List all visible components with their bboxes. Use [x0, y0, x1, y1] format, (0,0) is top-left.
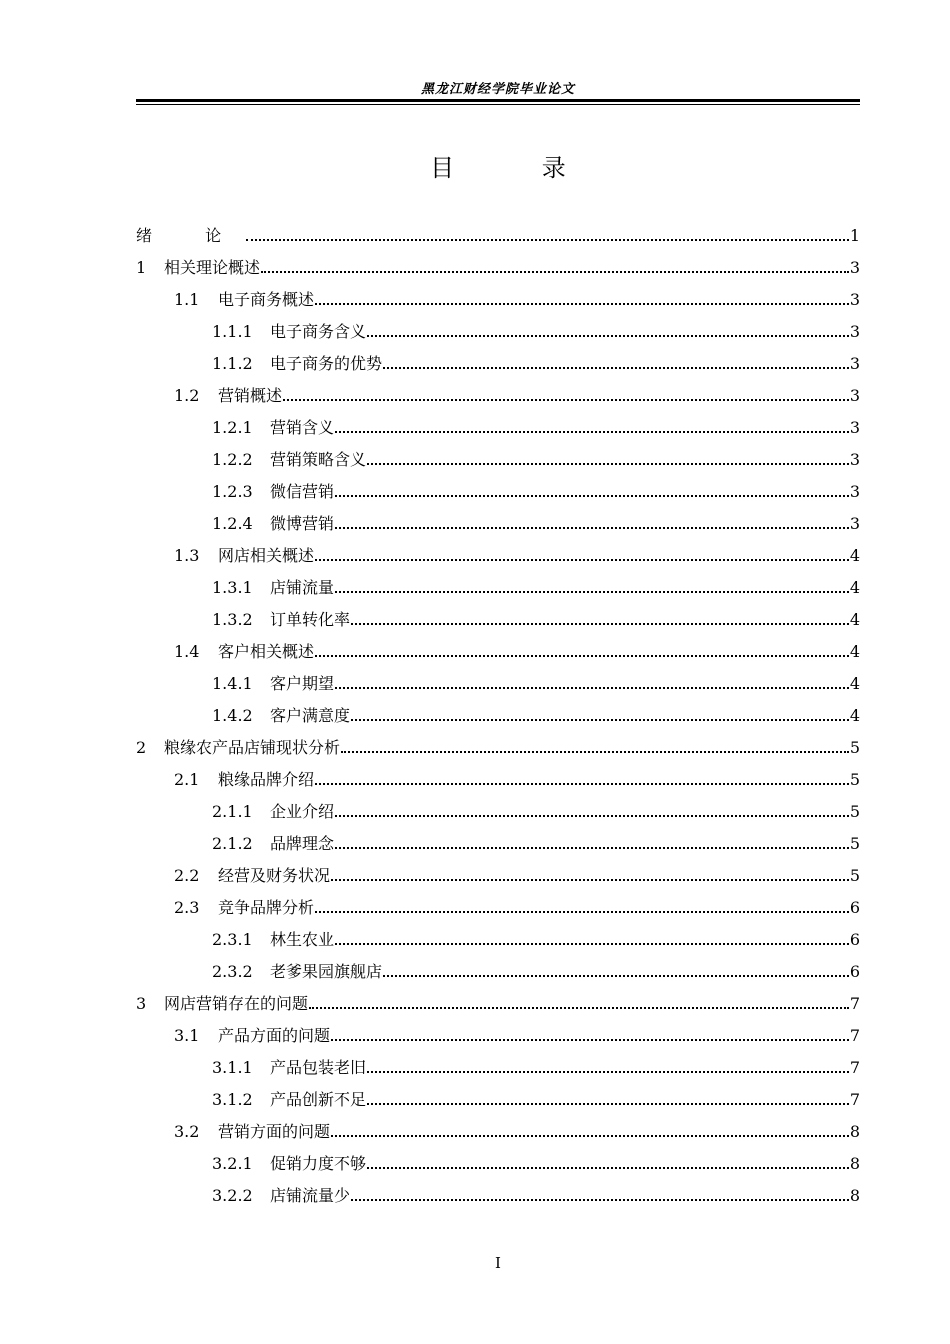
toc-entry-title: 网店营销存在的问题 [164, 994, 309, 1013]
toc-entry-title: 产品创新不足 [270, 1090, 367, 1109]
toc-dot-leader [367, 1071, 849, 1073]
toc-entry[interactable] [136, 790, 860, 822]
toc-entry[interactable] [136, 566, 860, 598]
toc-dot-leader [331, 1039, 849, 1041]
toc-dot-leader [283, 399, 849, 401]
toc-entry-number: 3.1 [174, 1026, 200, 1045]
toc-entry[interactable] [136, 950, 860, 982]
toc-entry-title: 产品包装老旧 [270, 1058, 367, 1077]
toc-entry-page: 8 [849, 1154, 860, 1173]
toc-dot-leader [367, 463, 849, 465]
toc-entry-title: 产品方面的问题 [218, 1026, 331, 1045]
toc-title: 目 录 [430, 154, 606, 182]
toc-entry-page: 6 [849, 930, 860, 949]
toc-dot-leader [315, 783, 849, 785]
toc-entry[interactable] [136, 662, 860, 694]
toc-entry[interactable] [136, 374, 860, 406]
toc-dot-leader [335, 591, 849, 593]
toc-entry-number: 2 [136, 738, 147, 757]
toc-entry-page: 5 [849, 802, 860, 821]
toc-entry-page: 7 [849, 994, 860, 1013]
toc-dot-leader [367, 1103, 849, 1105]
toc-entry-number: 1 [136, 258, 147, 277]
toc-dot-leader [315, 303, 849, 305]
toc-entry-title: 粮缘品牌介绍 [218, 770, 315, 789]
toc-entry[interactable] [136, 342, 860, 374]
toc-dot-leader [315, 655, 849, 657]
toc-dot-leader [383, 367, 849, 369]
toc-entry[interactable] [136, 310, 860, 342]
toc-dot-leader [335, 431, 849, 433]
header-rule-thin [136, 104, 860, 105]
toc-entry-title: 微信营销 [270, 482, 335, 501]
toc-entry-title: 店铺流量少 [270, 1186, 351, 1205]
toc-entry-number: 1.2.3 [212, 482, 253, 501]
toc-dot-leader [335, 815, 849, 817]
toc-entry-number: 1.2.4 [212, 514, 253, 533]
toc-entry-title: 竞争品牌分析 [218, 898, 315, 917]
toc-entry-page: 4 [849, 706, 860, 725]
toc-dot-leader [335, 847, 849, 849]
toc-dot-leader [309, 1007, 849, 1009]
toc-entry-page: 6 [849, 898, 860, 917]
toc-entry-page: 3 [849, 418, 860, 437]
toc-entry-number: 1.3 [174, 546, 200, 565]
toc-dot-leader [261, 271, 849, 273]
toc-dot-leader [367, 1167, 849, 1169]
toc-entry-page: 4 [849, 610, 860, 629]
toc-entry-number: 2.3.2 [212, 962, 253, 981]
toc-dot-leader [315, 911, 849, 913]
toc-entry[interactable] [136, 598, 860, 630]
toc-entry-number: 2.3.1 [212, 930, 253, 949]
toc-entry-title: 电子商务的优势 [270, 354, 383, 373]
toc-dot-leader [351, 1199, 849, 1201]
toc-entry-number: 2.1.2 [212, 834, 253, 853]
toc-entry[interactable] [136, 1014, 860, 1046]
toc-entry-number: 3.1.1 [212, 1058, 253, 1077]
toc-entry-title: 促销力度不够 [270, 1154, 367, 1173]
toc-entry[interactable] [136, 694, 860, 726]
toc-entry-title: 订单转化率 [270, 610, 351, 629]
toc-entry[interactable] [136, 630, 860, 662]
header-rule-thick [136, 99, 860, 102]
toc-entry[interactable] [136, 214, 860, 246]
toc-entry-title: 林生农业 [270, 930, 335, 949]
toc-entry[interactable] [136, 1046, 860, 1078]
toc-entry[interactable] [136, 982, 860, 1014]
toc-entry-title: 电子商务概述 [218, 290, 315, 309]
toc-dot-leader [246, 239, 849, 241]
toc-dot-leader [335, 527, 849, 529]
page-number: I [495, 1254, 501, 1272]
toc-entry-title: 营销含义 [270, 418, 335, 437]
toc-entry-page: 7 [849, 1026, 860, 1045]
toc-entry-page: 3 [849, 290, 860, 309]
toc-entry-title: 营销策略含义 [270, 450, 367, 469]
table-of-contents [136, 214, 860, 1206]
toc-entry-number: 1.4.1 [212, 674, 253, 693]
toc-dot-leader [335, 687, 849, 689]
toc-dot-leader [351, 623, 849, 625]
toc-entry-title: 客户相关概述 [218, 642, 315, 661]
toc-entry[interactable] [136, 278, 860, 310]
toc-dot-leader [335, 943, 849, 945]
toc-dot-leader [351, 719, 849, 721]
toc-dot-leader [331, 879, 849, 881]
toc-entry[interactable] [136, 1078, 860, 1110]
toc-entry-page: 8 [849, 1122, 860, 1141]
toc-entry-title: 客户期望 [270, 674, 335, 693]
toc-entry[interactable] [136, 246, 860, 278]
toc-entry-number: 1.3.2 [212, 610, 253, 629]
toc-entry-page: 3 [849, 386, 860, 405]
toc-dot-leader [341, 751, 849, 753]
toc-entry-number: 2.3 [174, 898, 200, 917]
toc-entry-number: 1.1.1 [212, 322, 253, 341]
toc-entry[interactable] [136, 758, 860, 790]
toc-entry-page: 4 [849, 642, 860, 661]
toc-entry-number: 1.4.2 [212, 706, 253, 725]
toc-entry[interactable] [136, 406, 860, 438]
toc-entry-title: 电子商务含义 [270, 322, 367, 341]
toc-dot-leader [367, 335, 849, 337]
toc-entry-page: 3 [849, 514, 860, 533]
toc-entry-title: 微博营销 [270, 514, 335, 533]
toc-entry-page: 5 [849, 866, 860, 885]
toc-entry-number: 2.1.1 [212, 802, 253, 821]
running-header: 黑龙江财经学院毕业论文 [420, 82, 575, 97]
toc-entry-page: 5 [849, 738, 860, 757]
toc-entry[interactable] [136, 1110, 860, 1142]
toc-entry[interactable] [136, 854, 860, 886]
toc-entry-page: 4 [849, 578, 860, 597]
toc-entry-number: 2.2 [174, 866, 200, 885]
toc-entry-number: 3.2.2 [212, 1186, 253, 1205]
toc-entry-number: 1.2.2 [212, 450, 253, 469]
toc-dot-leader [335, 495, 849, 497]
toc-entry-number: 3.1.2 [212, 1090, 253, 1109]
toc-entry-number: 1.2.1 [212, 418, 253, 437]
toc-entry[interactable] [136, 438, 860, 470]
toc-entry[interactable] [136, 470, 860, 502]
toc-dot-leader [315, 559, 849, 561]
toc-entry-title: 品牌理念 [270, 834, 335, 853]
toc-entry-page: 6 [849, 962, 860, 981]
toc-entry-number: 3 [136, 994, 147, 1013]
toc-dot-leader [331, 1135, 849, 1137]
toc-entry[interactable] [136, 1174, 860, 1206]
toc-entry-number: 1.2 [174, 386, 200, 405]
toc-entry-title: 企业介绍 [270, 802, 335, 821]
toc-entry-title: 经营及财务状况 [218, 866, 331, 885]
toc-entry-page: 3 [849, 258, 860, 277]
toc-entry[interactable] [136, 502, 860, 534]
toc-entry-page: 5 [849, 770, 860, 789]
toc-entry-number: 1.1.2 [212, 354, 253, 373]
toc-entry-number: 2.1 [174, 770, 200, 789]
toc-entry-number: 3.2 [174, 1122, 200, 1141]
toc-entry-page: 1 [849, 226, 860, 245]
toc-entry[interactable] [136, 822, 860, 854]
toc-entry-title: 粮缘农产品店铺现状分析 [164, 738, 341, 757]
toc-entry-title: 网店相关概述 [218, 546, 315, 565]
toc-entry-page: 8 [849, 1186, 860, 1205]
toc-entry-title: 相关理论概述 [164, 258, 261, 277]
toc-entry-page: 3 [849, 482, 860, 501]
toc-entry-number: 1.1 [174, 290, 200, 309]
toc-entry-title: 绪 论 [136, 226, 246, 245]
toc-entry-number: 1.4 [174, 642, 200, 661]
toc-dot-leader [383, 975, 849, 977]
toc-entry-title: 客户满意度 [270, 706, 351, 725]
toc-entry-title: 店铺流量 [270, 578, 335, 597]
toc-entry[interactable] [136, 1142, 860, 1174]
toc-entry-page: 7 [849, 1058, 860, 1077]
toc-entry-page: 3 [849, 450, 860, 469]
toc-entry-title: 营销方面的问题 [218, 1122, 331, 1141]
toc-entry-number: 3.2.1 [212, 1154, 253, 1173]
toc-entry-number: 1.3.1 [212, 578, 253, 597]
toc-entry-page: 5 [849, 834, 860, 853]
toc-entry[interactable] [136, 726, 860, 758]
toc-entry-page: 4 [849, 546, 860, 565]
toc-entry[interactable] [136, 918, 860, 950]
toc-entry-page: 3 [849, 354, 860, 373]
toc-entry-page: 7 [849, 1090, 860, 1109]
toc-entry-page: 4 [849, 674, 860, 693]
toc-entry[interactable] [136, 534, 860, 566]
toc-entry-title: 营销概述 [218, 386, 283, 405]
toc-entry[interactable] [136, 886, 860, 918]
toc-entry-title: 老爹果园旗舰店 [270, 962, 383, 981]
toc-entry-page: 3 [849, 322, 860, 341]
